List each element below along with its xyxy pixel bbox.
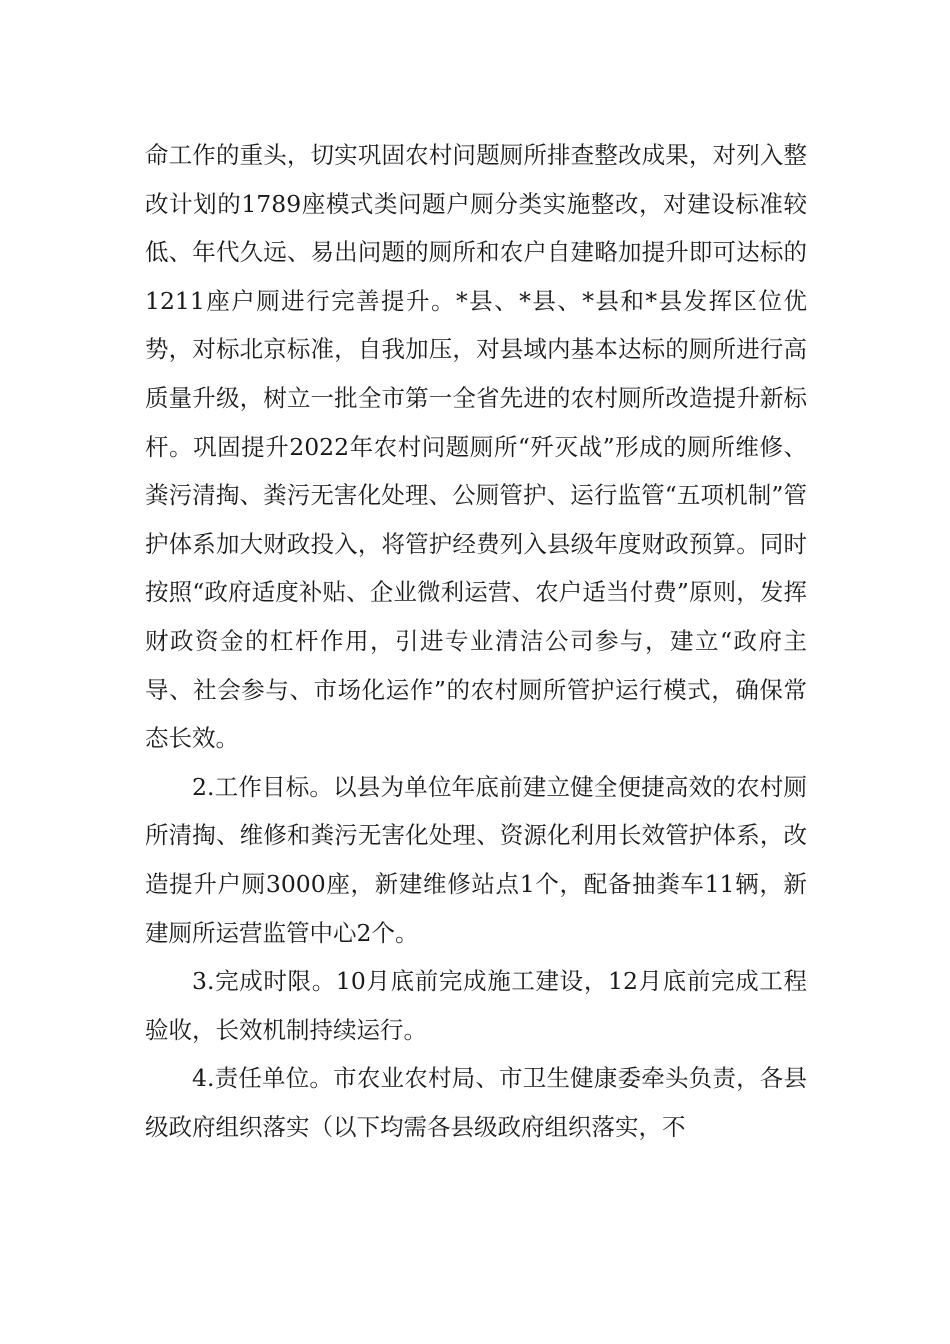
paragraph-responsible-units: 4.责任单位。市农业农村局、市卫生健康委牵头负责，各县级政府组织落实（以下均需各县级政府组织落实，不: [145, 1064, 807, 1141]
document-body: [145, 131, 807, 1151]
paragraph-continuation: 命工作的重头，切实巩固农村问题厕所排查整改成果，对列入整改计划的1789座模式类问题户厕分类实施整改，对建设标准较低、年代久远、易出问题的厕所和农户自建略加提升即可达标的1211座户厕进行完善提升。*县、*县、*县和*县发挥区位优势，对标北京标准，自我加压，对县域内基本达标的厕所进行高质量升级，树立一批全市第一全省先进的农村厕所改造提升新标杆。巩固提升2022年农村问题厕所“歼灭战”形成的厕所维修、粪污清掏、粪污无害化处理、公厕管护、运行监管“五项机制”管护体系加大财政投入，将管护经费列入县级年度财政预算。同时按照“政府适度补贴、企业微利运营、农户适当付费”原则，发挥财政资金的杠杆作用，引进专业清洁公司参与，建立“政府主导、社会参与、市场化运作”的农村厕所管护运行模式，确保常态长效。: [145, 141, 807, 753]
paragraph-deadline: 3.完成时限。10月底前完成施工建设，12月底前完成工程验收，长效机制持续运行。: [145, 967, 807, 1044]
paragraph-work-goal: 2.工作目标。以县为单位年底前建立健全便捷高效的农村厕所清掏、维修和粪污无害化处理、资源化利用长效管护体系，改造提升户厕3000座，新建维修站点1个，配备抽粪车11辆，新建厕所运营监管中心2个。: [145, 772, 807, 947]
